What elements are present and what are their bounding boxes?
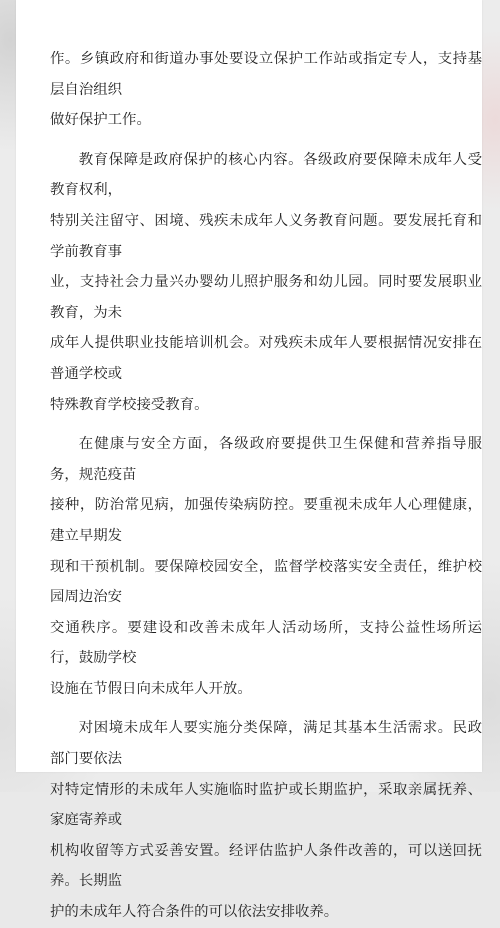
text-line: 护的未成年人符合条件的可以依法安排收养。 <box>50 904 339 921</box>
text-line: 在健康与安全方面，各级政府要提供卫生保健和营养指导服务，规范疫苗 <box>50 436 482 483</box>
text-line: 特别关注留守、困境、残疾未成年人义务教育问题。要发展托育和学前教育事 <box>50 212 482 260</box>
text-line: 对特定情形的未成年人实施临时监护或长期监护，采取亲属抚养、家庭寄养或 <box>50 781 482 829</box>
text-line: 对困境未成年人要实施分类保障，满足其基本生活需求。民政部门要依法 <box>50 720 482 768</box>
text-line: 接种，防治常见病，加强传染病防控。要重视未成年人心理健康，建立早期发 <box>50 497 482 544</box>
text-line: 成年人提供职业技能培训机会。对残疾未成年人要根据情况安排在普通学校或 <box>50 335 482 382</box>
text-line: 设施在节假日向未成年人开放。 <box>50 680 252 697</box>
paragraph-3 <box>50 429 482 704</box>
paragraph-4 <box>50 713 482 927</box>
text-line: 现和干预机制。要保障校园安全，监督学校落实安全责任，维护校园周边治安 <box>50 558 482 606</box>
paragraph-2 <box>50 145 482 420</box>
document-page <box>16 0 482 921</box>
document-body <box>50 44 482 928</box>
text-line: 交通秩序。要建设和改善未成年人活动场所，支持公益性场所运行，鼓励学校 <box>50 619 482 667</box>
text-line: 机构收留等方式妥善安置。经评估监护人条件改善的，可以送回抚养。长期监 <box>50 842 482 890</box>
text-line: 做好保护工作。 <box>50 112 151 129</box>
text-line: 业，支持社会力量兴办婴幼儿照护服务和幼儿园。同时要发展职业教育，为未 <box>50 274 482 321</box>
paragraph-1 <box>50 44 482 136</box>
text-line: 特殊教育学校接受教育。 <box>50 396 209 413</box>
text-line: 作。乡镇政府和街道办事处要设立保护工作站或指定专人，支持基层自治组织 <box>50 51 482 98</box>
text-line: 教育保障是政府保护的核心内容。各级政府要保障未成年人受教育权利， <box>50 151 482 199</box>
